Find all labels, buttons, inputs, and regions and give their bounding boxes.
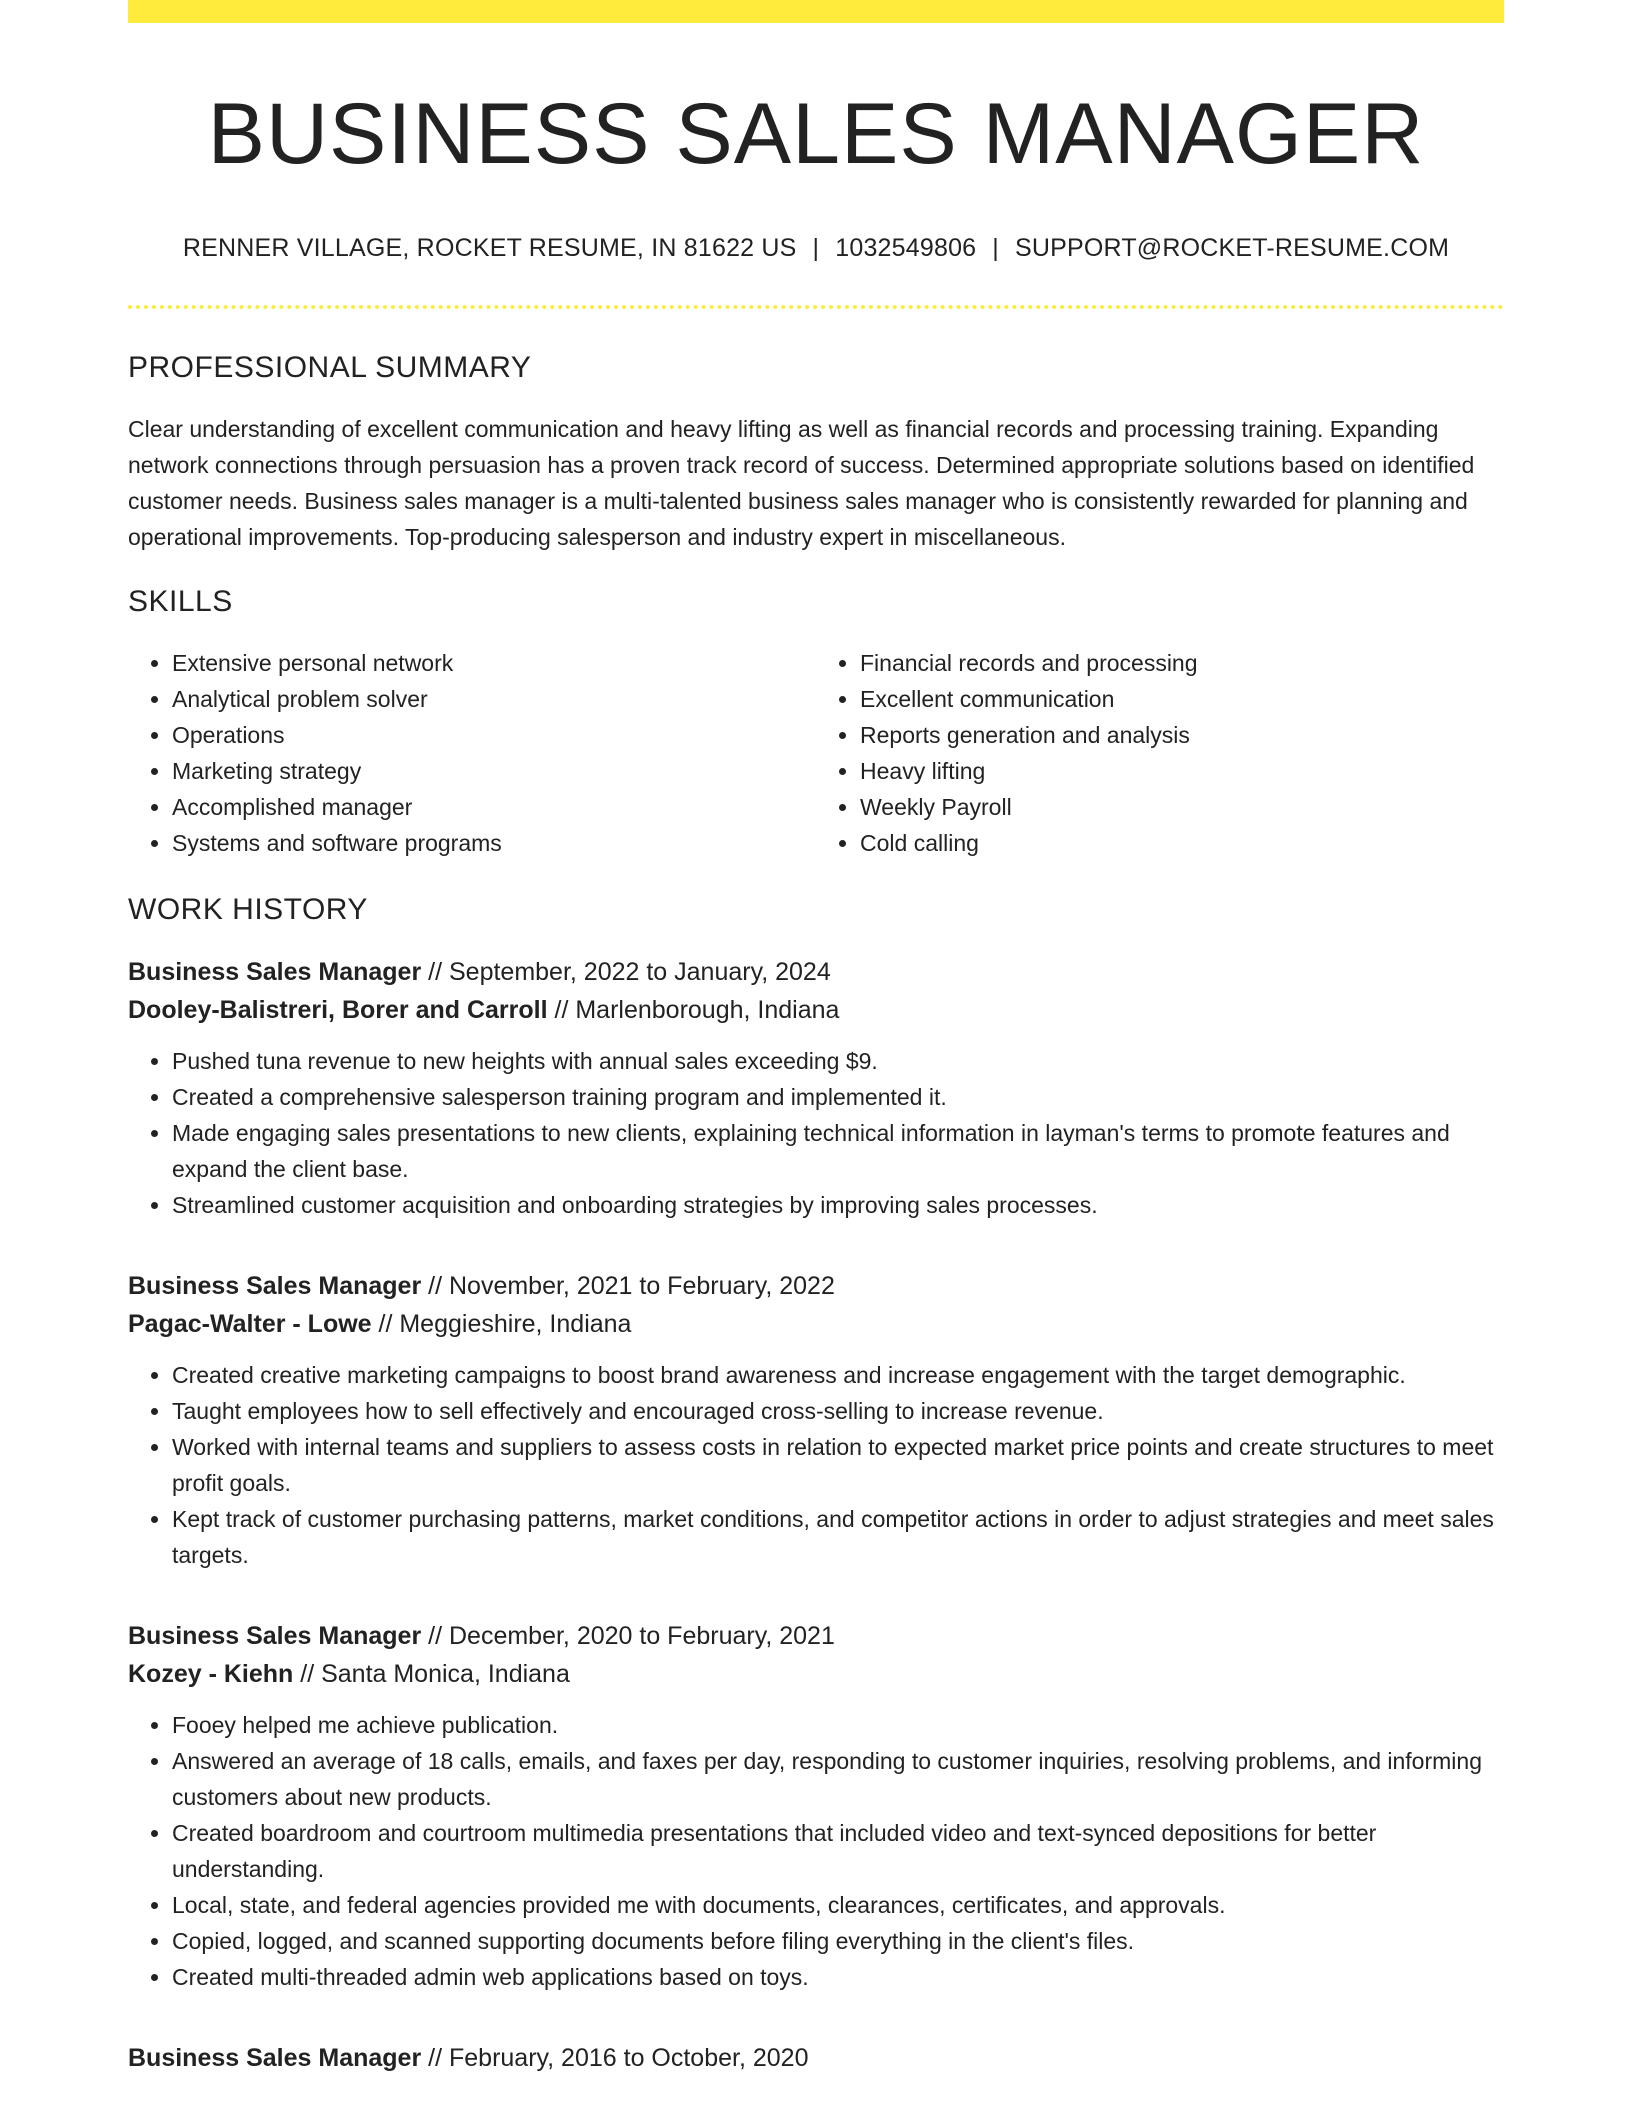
skill-item: • Extensive personal network xyxy=(172,645,816,681)
work-history-heading: WORK HISTORY xyxy=(128,892,368,926)
job-role: Business Sales Manager xyxy=(128,1271,422,1300)
skill-item: • Cold calling xyxy=(860,825,1504,861)
job-bullet: • Created boardroom and courtroom multimedia presentations that included video and text-synced depositions for better understanding. xyxy=(172,1815,1504,1887)
skill-item: • Systems and software programs xyxy=(172,825,816,861)
job-bullet: • Created multi-threaded admin web applications based on toys. xyxy=(172,1959,1504,1995)
job-bullet: • Created creative marketing campaigns to boost brand awareness and increase engagement with the target demographic. xyxy=(172,1357,1504,1393)
job-entry xyxy=(128,2039,1504,2077)
contact-separator: | xyxy=(992,234,999,263)
contact-separator: | xyxy=(812,234,820,263)
skills-heading: SKILLS xyxy=(128,584,233,618)
skill-item: • Financial records and processing xyxy=(860,645,1504,681)
resume-name: BUSINESS SALES MANAGER xyxy=(207,86,1425,182)
job-dates: // December, 2020 to February, 2021 xyxy=(421,1621,835,1650)
job-bullet: • Answered an average of 18 calls, emails, and faxes per day, responding to customer inquiries, resolving problems, and informing customers about new products. xyxy=(172,1743,1504,1815)
job-location: // Santa Monica, Indiana xyxy=(293,1659,570,1688)
job-title-line xyxy=(128,1267,1504,1305)
job-bullet: • Copied, logged, and scanned supporting documents before filing everything in the client's files. xyxy=(172,1923,1504,1959)
contact-address: RENNER VILLAGE, ROCKET RESUME, IN 81622 US xyxy=(182,234,797,263)
contact-line xyxy=(128,232,1504,265)
contact-phone: 1032549806 xyxy=(835,234,977,263)
job-bullet: • Streamlined customer acquisition and onboarding strategies by improving sales processes. xyxy=(172,1187,1504,1223)
accent-top-bar xyxy=(128,0,1504,23)
contact-email: SUPPORT@ROCKET-RESUME.COM xyxy=(1015,234,1450,263)
job-bullets xyxy=(128,1043,1504,1223)
skill-item: • Marketing strategy xyxy=(172,753,816,789)
resume-content xyxy=(128,0,1504,2077)
job-dates: // February, 2016 to October, 2020 xyxy=(421,2043,809,2072)
job-title-line xyxy=(128,953,1504,991)
job-bullets xyxy=(128,1707,1504,1995)
job-title-line xyxy=(128,1617,1504,1655)
job-title-line xyxy=(128,2039,1504,2077)
skill-item: • Operations xyxy=(172,717,816,753)
job-bullet: • Made engaging sales presentations to new clients, explaining technical information in layman's terms to promote features and expand the client base. xyxy=(172,1115,1504,1187)
job-bullet: • Taught employees how to sell effectively and encouraged cross-selling to increase revenue. xyxy=(172,1393,1504,1429)
job-location: // Marlenborough, Indiana xyxy=(547,995,840,1024)
job-role: Business Sales Manager xyxy=(128,1621,422,1650)
job-company-line xyxy=(128,1655,1504,1693)
job-entry xyxy=(128,953,1504,1223)
job-bullet: • Fooey helped me achieve publication. xyxy=(172,1707,1504,1743)
job-bullet: • Local, state, and federal agencies provided me with documents, clearances, certificates, and approvals. xyxy=(172,1887,1504,1923)
skill-item: • Heavy lifting xyxy=(860,753,1504,789)
job-company: Kozey - Kiehn xyxy=(128,1659,294,1688)
job-role: Business Sales Manager xyxy=(128,2043,422,2072)
job-company: Pagac-Walter - Lowe xyxy=(128,1309,372,1338)
job-bullets xyxy=(128,1357,1504,1573)
skill-item: • Reports generation and analysis xyxy=(860,717,1504,753)
job-dates: // September, 2022 to January, 2024 xyxy=(421,957,831,986)
skills-column-right xyxy=(816,645,1504,861)
job-entry xyxy=(128,1267,1504,1573)
skill-item: • Analytical problem solver xyxy=(172,681,816,717)
job-company-line xyxy=(128,1305,1504,1343)
job-company: Dooley-Balistreri, Borer and Carroll xyxy=(128,995,548,1024)
job-dates: // November, 2021 to February, 2022 xyxy=(421,1271,835,1300)
job-location: // Meggieshire, Indiana xyxy=(371,1309,632,1338)
summary-heading: PROFESSIONAL SUMMARY xyxy=(128,350,532,384)
dotted-divider xyxy=(128,305,1504,309)
skill-item: • Weekly Payroll xyxy=(860,789,1504,825)
job-company-line xyxy=(128,991,1504,1029)
job-bullet: • Worked with internal teams and suppliers to assess costs in relation to expected market price points and create structures to meet profit goals. xyxy=(172,1429,1504,1501)
skill-item: • Excellent communication xyxy=(860,681,1504,717)
summary-text: Clear understanding of excellent communication and heavy lifting as well as financial records and processing training. Expanding network connections through persuasion has a proven track record of success. Determined appropriate solutions based on identified customer needs. Business sales manager is a multi-talented business sales manager who is consistently rewarded for planning and operational improvements. Top-producing salesperson and industry expert in miscellaneous. xyxy=(128,415,1475,550)
skills-list xyxy=(128,645,1504,861)
job-bullet: • Kept track of customer purchasing patterns, market conditions, and competitor actions in order to adjust strategies and meet sales targets. xyxy=(172,1501,1504,1573)
job-bullet: • Created a comprehensive salesperson training program and implemented it. xyxy=(172,1079,1504,1115)
skill-item: • Accomplished manager xyxy=(172,789,816,825)
job-role: Business Sales Manager xyxy=(128,957,422,986)
skills-column-left xyxy=(128,645,816,861)
job-bullet: • Pushed tuna revenue to new heights with annual sales exceeding $9. xyxy=(172,1043,1504,1079)
job-entry xyxy=(128,1617,1504,1995)
